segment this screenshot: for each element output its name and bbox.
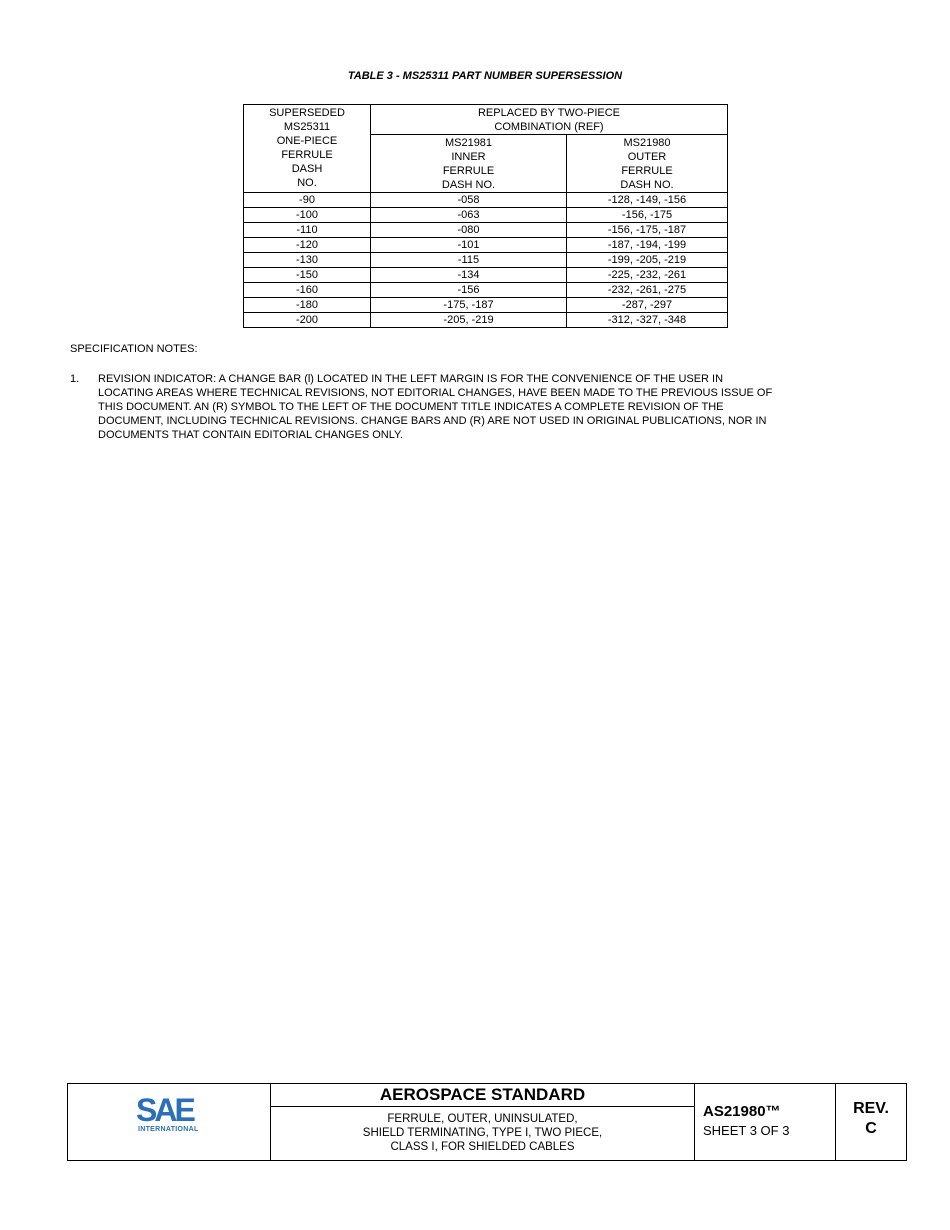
note-text: REVISION INDICATOR: A CHANGE BAR (l) LOCATED IN THE LEFT MARGIN IS FOR THE CONVENIENCE OF THE USER IN LOCATING AREAS WHERE TECHNICAL REVISIONS, NOT EDITORIAL CHANGES, HAVE BEEN MADE TO THE PREVIOUS ISSUE OF THIS DOCUMENT. AN (R) SYMBOL TO THE LEFT OF THE DOCUMENT TITLE INDICATES A COMPLETE REVISION OF THE DOCUMENT, INCLUDING TECHNICAL REVISIONS. CHANGE BARS AND (R) ARE NOT USED IN ORIGINAL PUBLICATIONS, NOR IN DOCUMENTS THAT CONTAIN EDITORIAL CHANGES ONLY.: [98, 373, 773, 441]
group-replaced-header: REPLACED BY TWO-PIECE COMBINATION (REF): [371, 105, 728, 135]
col-outer-header: MS21980 OUTER FERRULE DASH NO.: [567, 135, 728, 193]
table-cell: -312, -327, -348: [567, 313, 728, 328]
col-inner-header: MS21981 INNER FERRULE DASH NO.: [371, 135, 567, 193]
supersession-table: [243, 104, 728, 328]
document-number: AS21980™: [703, 1103, 781, 1120]
table-title: TABLE 3 - MS25311 PART NUMBER SUPERSESSION: [347, 70, 623, 82]
table-cell: -199, -205, -219: [567, 253, 728, 268]
revision-value: C: [865, 1120, 877, 1137]
table-row: [244, 253, 728, 268]
table-cell: -287, -297: [567, 298, 728, 313]
table-cell: -156: [371, 283, 567, 298]
revision-label: REV.: [853, 1100, 889, 1117]
table-cell: -063: [371, 208, 567, 223]
table-cell: -128, -149, -156: [567, 193, 728, 208]
table-row: [244, 208, 728, 223]
standard-description: FERRULE, OUTER, UNINSULATED, SHIELD TERMINATING, TYPE I, TWO PIECE, CLASS I, FOR SHIELDED CABLES: [362, 1113, 603, 1153]
sae-logo: [136, 1094, 204, 1133]
table-cell: -160: [244, 283, 371, 298]
logo-cell: [68, 1084, 271, 1160]
table-cell: -200: [244, 313, 371, 328]
table-cell: -156, -175, -187: [567, 223, 728, 238]
table-cell: -156, -175: [567, 208, 728, 223]
table-cell: -90: [244, 193, 371, 208]
svg-text:SAE: SAE: [136, 1094, 193, 1124]
table-cell: -180: [244, 298, 371, 313]
title-block: [67, 1083, 907, 1161]
table-row: [244, 268, 728, 283]
standard-heading: AEROSPACE STANDARD: [271, 1084, 694, 1107]
table-row: [244, 283, 728, 298]
table-cell: -232, -261, -275: [567, 283, 728, 298]
standard-cell: [271, 1084, 695, 1160]
table-row: [244, 193, 728, 208]
document-number-cell: [695, 1084, 836, 1160]
table-row: [244, 238, 728, 253]
table-cell: -134: [371, 268, 567, 283]
table-cell: -175, -187: [371, 298, 567, 313]
table-row: [244, 223, 728, 238]
table-cell: -205, -219: [371, 313, 567, 328]
spec-notes-heading: SPECIFICATION NOTES:: [70, 343, 198, 355]
table-cell: -115: [371, 253, 567, 268]
note-number: 1.: [70, 373, 80, 385]
sae-logo-mark: [136, 1094, 200, 1124]
table-row: [244, 313, 728, 328]
table-cell: -187, -194, -199: [567, 238, 728, 253]
table-cell: -120: [244, 238, 371, 253]
table-cell: -100: [244, 208, 371, 223]
table-cell: -101: [371, 238, 567, 253]
table-cell: -130: [244, 253, 371, 268]
table-cell: -150: [244, 268, 371, 283]
col-superseded-header: SUPERSEDED MS25311 ONE-PIECE FERRULE DASH NO.: [244, 105, 371, 193]
table-cell: -058: [371, 193, 567, 208]
table-row: [244, 298, 728, 313]
table-cell: -225, -232, -261: [567, 268, 728, 283]
note-1: [70, 372, 870, 442]
revision-cell: [836, 1084, 906, 1160]
logo-subtext: INTERNATIONAL: [138, 1126, 199, 1133]
table-cell: -110: [244, 223, 371, 238]
sheet-number: SHEET 3 OF 3: [703, 1123, 790, 1138]
table-cell: -080: [371, 223, 567, 238]
